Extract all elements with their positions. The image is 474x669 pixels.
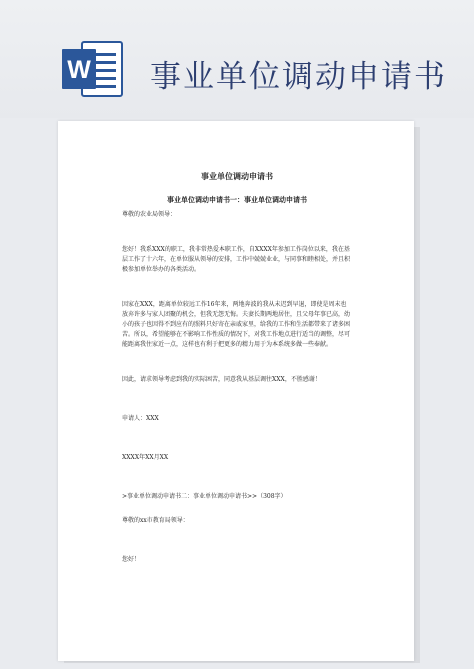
- document-body: [122, 171, 352, 565]
- banner-title: 事业单位调动申请书: [150, 59, 447, 95]
- word-logo-letter: W: [67, 56, 91, 84]
- greeting-2: 尊敬的xx市教育局领导：: [122, 517, 189, 524]
- opening-2: 您好！: [122, 556, 141, 563]
- date: XXXX年XX月XX: [122, 454, 169, 461]
- document-title: 事业单位调动申请书: [201, 171, 273, 181]
- word-document-icon: [62, 40, 124, 98]
- document-subtitle: 事业单位调动申请书一：事业单位调动申请书: [167, 195, 307, 204]
- document-page: [58, 121, 414, 661]
- section-2-heading: >事业单位调动申请书二：事业单位调动申请书>>（308字）: [122, 493, 287, 500]
- paragraph-2: 因家在XXX，距离单位较远工作16年来，两地奔波的我从未迟到早退，即使是周末也放弃许多与家人团聚的机会，但我无怨无悔。夫妻长期两地居住，且父母年事已高，幼小的孩子也因得不到应有的照料只好寄在亲戚家里，给我的工作和生活都带来了诸多困苦。所以，希望能够在不影响工作性质的情况下，对我工作地点进行适当的调整，尽可能距离我住家近一点，这样也有利于把更多的精力用于为本系统多做一些奉献。: [122, 301, 351, 348]
- greeting: 尊敬的农业局领导：: [122, 211, 177, 218]
- paragraph-3: 因此，请求领导考虑到我的实际困苦，同意我从基层调往XXX，不胜感谢！: [122, 376, 321, 383]
- paragraph-1: 您好！我系XXX的职工，我非常热爱本职工作，自XXXX年参加工作岗位以来，我在基层工作了十六年，在单位服从领导的安排，工作中兢兢业业，与同事和睦相处，并且积极参加单位举办的各类活动。: [122, 246, 351, 273]
- banner: [0, 0, 474, 118]
- applicant: 申请人：XXX: [122, 415, 159, 422]
